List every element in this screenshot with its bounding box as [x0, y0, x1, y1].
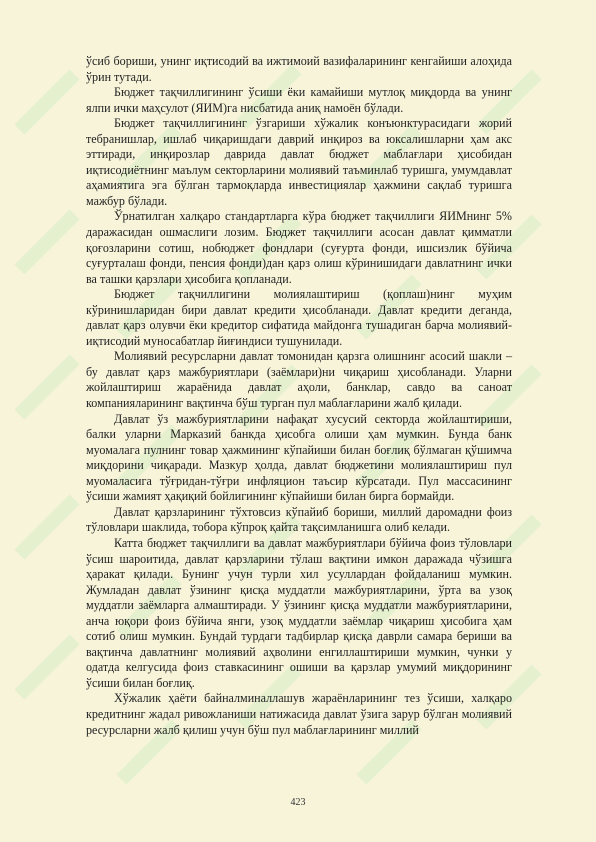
paragraph: Давлат ўз мажбуриятларини нафақат хусусий секторда жойлаштириши, балки уларни Марказий банкда ҳисобга олиши ҳам мумкин. Бунда банк муомалага пулнинг товар ҳажмининг кўпайиши билан боғлиқ бўлмаган қўшимча миқдорини чиқаради. Мазкур ҳолда, давлат бюджетини молиялаштириш пул муомаласига тўғридан-тўғри инфляцион таъсир кўрсатади. Пул массасининг ўсиши жамият ҳақиқий бойлигининг кўпайиши билан бирга бормайди.: [86, 411, 512, 504]
paragraph: Давлат қарзларининг тўхтовсиз кўпайиб бориши, миллий даромадни фоиз тўловлари шаклида, тобора кўпроқ қайта тақсимланишга олиб келади.: [86, 504, 512, 535]
watermark-stripe: [14, 209, 79, 274]
body-text: [86, 54, 512, 738]
watermark-stripe: [14, 354, 79, 419]
watermark-stripe: [14, 69, 79, 134]
paragraph: Бюджет тақчиллигининг ўзгариши хўжалик конъюнктурасидаги жорий тебранишлар, ишлаб чиқаришдаги даврий инқироз ва юксалишларни ҳам акс эттиради, инқирозлар даврида давлат бюджет маблағлари ҳисобидан иқтисодиётнинг маълум секторларини молиявий таъминлаб туришга, умумдавлат аҳамиятига эга бўлган тармоқларда инвестициялар ҳажмини сақлаб туришга мажбур бўлади.: [86, 116, 512, 208]
paragraph-continued: ўсиб бориши, унинг иқтисодий ва ижтимоий вазифаларининг кенгайиши алоҳида ўрин тутади.: [86, 54, 512, 84]
watermark-stripe: [14, 494, 79, 559]
paragraph: Хўжалик ҳаёти байналминаллашув жараёнларининг тез ўсиши, халқаро кредитнинг жадал ривожланиши натижасида давлат ўзига зарур бўлган молиявий ресурсларни жалб қилиш учун бўш пул маблағларининг миллий: [86, 691, 512, 737]
watermark-stripe: [14, 634, 79, 699]
paragraph: Бюджет тақчиллигини молиялаштириш (қоплаш)нинг муҳим кўринишларидан бири давлат кредити ҳисобланади. Давлат кредити деганда, давлат қарз олувчи ёки кредитор сифатида майдонга тушадиган барча молиявий-иқтисодий муносабатлар йиғиндиси тушунилади.: [86, 287, 512, 348]
paragraph: Молиявий ресурсларни давлат томонидан қарзга олишнинг асосий шакли – бу давлат қарз мажбуриятлари (заёмлари)ни чиқариш ҳисобланади. Уларни жойлаштириш жараёнида давлат аҳоли, банклар, савдо ва саноат компанияларининг вақтинча бўш турган пул маблағларини жалб қилади.: [86, 349, 512, 411]
paragraph: Катта бюджет тақчиллиги ва давлат мажбуриятлари бўйича фоиз тўловлари ўсиш шароитида, давлат қарзларини тўлаш вақтини имкон даражада чўзишга ҳаракат қилади. Бунинг учун турли хил усуллардан фойдаланиш мумкин. Жумладан давлат ўзининг қисқа муддатли мажбуриятларини, ўрта ва узоқ муддатли заёмларга алмаштиради. У ўзининг қисқа муддатли мажбуриятларини, анча юқори фоиз бўйича янги, узоқ муддатли заёмлар чиқариш ҳисобига ҳам сотиб олиш мумкин. Бундай турдаги тадбирлар қисқа даврли самара бериши ва вақтинча давлатнинг молиявий аҳволини енгиллаштириши мумкин, чунки у одатда келгусида фоиз ставкасининг ошиши ва қарзлар умумий миқдорининг ўсиши билан боғлиқ.: [86, 535, 512, 690]
paragraph: Ўрнатилган халқаро стандартларга кўра бюджет тақчиллиги ЯИМнинг 5% даражасидан ошмаслиги лозим. Бюджет тақчиллиги асосан давлат қимматли қоғозларини сотиш, нобюджет фондлари (суғурта фонди, ишсизлик бўйича суғурталаш фонди, пенсия фонди)дан қарз олиш кўринишидаги давлатнинг ички ва ташки қарзлари ҳисобига қопланади.: [86, 209, 512, 286]
paragraph: Бюджет тақчиллигининг ўсиши ёки камайиши мутлоқ миқдорда ва унинг ялпи ички маҳсулот (ЯИМ)га нисбатида аниқ намоён бўлади.: [86, 85, 512, 115]
page-number: 423: [290, 797, 306, 808]
